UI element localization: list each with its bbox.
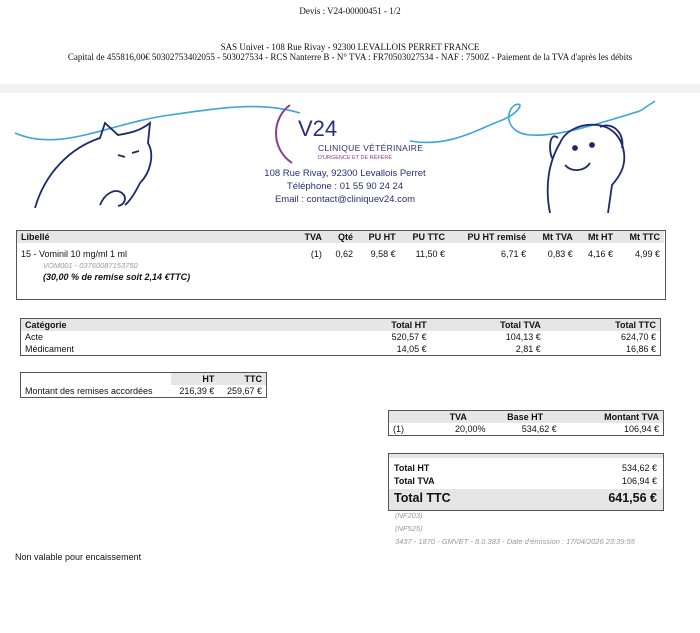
category-total-tva: 2,81 € [515,344,541,354]
discount-ttc: 259,67 € [226,386,262,396]
category-name: Acte [25,332,44,342]
table-row [389,423,664,436]
col-categorie: Catégorie [21,319,330,332]
category-total-ht: 520,57 € [391,332,427,342]
category-total-ttc: 624,70 € [620,332,656,342]
col-libelle: Libellé [17,231,295,243]
header-band [0,84,700,93]
item-label: 15 - Vominil 10 mg/ml 1 ml [21,249,128,259]
item-mt-ht: 4,16 € [588,249,614,259]
vat-base: 534,62 € [521,424,557,434]
col-total-ttc: Total TTC [545,319,661,332]
nf203-note: (NF203) [395,511,423,520]
col-pu-ht-remise: PU HT remisé [449,231,530,243]
item-mt-tva: 0,83 € [547,249,573,259]
item-discount-note: (30,00 % de remise soit 2,14 €TTC) [43,272,191,282]
clinic-address: 108 Rue Rivay, 92300 Levallois Perret [264,168,426,179]
clinic-phone: Téléphone : 01 55 90 24 24 [286,181,404,192]
nf525-note: (NF525) [395,524,423,533]
logo-name: CLINIQUE VÉTÉRINAIRE [318,143,424,153]
cat-illustration [35,123,151,208]
category-total-tva: 104,13 € [505,332,541,342]
vat-table [388,410,664,436]
col-mt-ttc: Mt TTC [617,231,664,243]
discount-label: Montant des remises accordées [25,386,153,396]
category-total-ttc: 16,86 € [625,344,656,354]
col-qty: Qté [326,231,357,243]
col-total-tva: Total TVA [431,319,545,332]
col-vat-amount: Montant TVA [561,411,664,424]
decorative-line-right [410,104,640,142]
item-pu-ht: 9,58 € [370,249,396,259]
category-total-ht: 14,05 € [396,344,427,354]
col-pu-ttc: PU TTC [400,231,449,243]
vat-amount: 106,94 € [623,424,659,434]
category-name: Médicament [25,344,75,354]
total-ht-value: 534,62 € [621,463,657,473]
table-row [21,385,267,398]
total-ht-label: Total HT [394,463,430,473]
item-qty: 0,62 [335,249,353,259]
total-tva-value: 106,94 € [621,476,657,486]
software-info: 3437 - 1870 - GMVET - 8.0.383 - Date d'émission : 17/04/2026 23:39:55 [395,537,635,546]
item-mt-ttc: 4,99 € [634,249,660,259]
dog-illustration [548,125,625,213]
item-code: VOM001 - 03760087153750 [43,261,138,270]
discount-ht: 216,39 € [179,386,215,396]
item-pu-ht-remise: 6,71 € [501,249,527,259]
total-ttc-value: 641,56 € [608,491,657,505]
col-discount-ht: HT [171,373,219,386]
document-title: Devis : V24-00000451 - 1/2 [299,6,401,16]
col-vat-rate: TVA [427,411,489,424]
col-mt-ht: Mt HT [577,231,617,243]
vat-rate: 20,00% [454,424,486,434]
col-discount-ttc: TTC [218,373,266,386]
col-tva: TVA [295,231,326,243]
logo-mark: V24 [298,116,338,141]
col-mt-tva: Mt TVA [530,231,577,243]
item-pu-ttc: 11,50 € [415,249,445,259]
logo-tagline: D'URGENCE ET DE RÉFÉRÉ [318,155,392,161]
table-row [17,243,664,260]
col-total-ht: Total HT [329,319,431,332]
item-tva: (1) [310,249,322,259]
totals-box [388,453,664,511]
vat-code: (1) [393,424,404,434]
total-ttc-label: Total TTC [394,491,451,505]
items-table [17,231,664,283]
decorative-line-left [15,107,300,140]
total-tva-label: Total TVA [394,476,435,486]
col-pu-ht: PU HT [357,231,400,243]
discount-table [20,372,267,398]
company-line-2: Capital de 455816,00€ 50302753402055 - 503027534 - RCS Nanterre B - N° TVA : FR70503027534 - NAF : 7500Z - Paiement de la TVA d'après les débits [67,52,633,62]
company-line-1: SAS Univet - 108 Rue Rivay - 92300 LEVALLOIS PERRET FRANCE [220,42,480,52]
logo-arc [276,105,292,163]
category-table [20,318,661,356]
table-row [21,343,661,356]
non-valid-notice: Non valable pour encaissement [15,552,142,562]
col-vat-base: Base HT [489,411,560,424]
clinic-email: Email : contact@cliniquev24.com [274,194,416,205]
table-row [21,331,661,343]
